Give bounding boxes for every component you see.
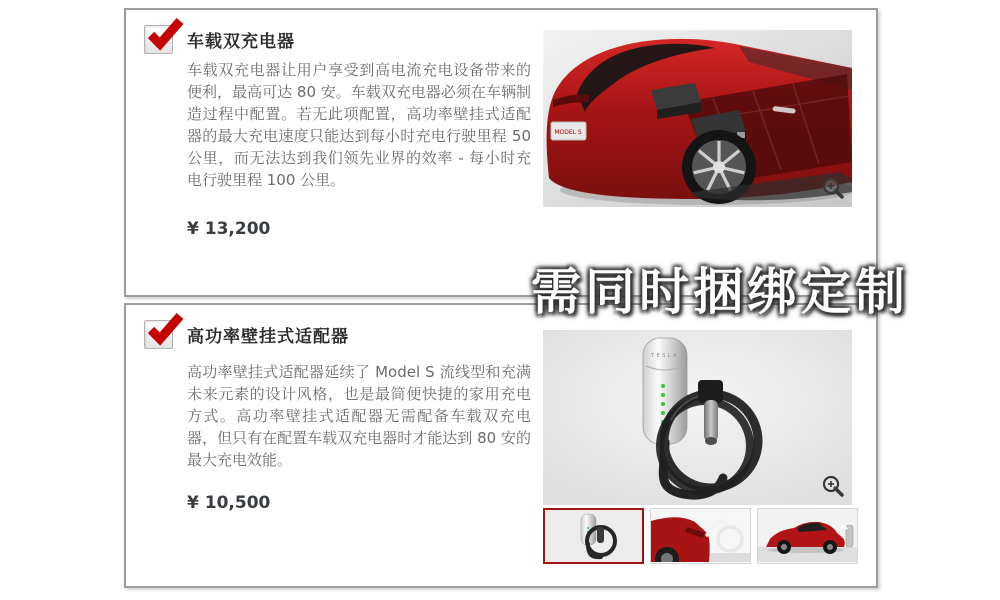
option-description: 车载双充电器让用户享受到高电流充电设备带来的便利，最高可达 80 安。车载双充电器必须在车辆制造过程中配置。若无此项配置，高功率壁挂式适配器的最大充电速度只能达到每小时充电行驶里程 50 公里，而无法达到我们领先业界的效率 - 每小时充电行驶里程 100 公里。 bbox=[187, 61, 531, 189]
option-title: 高功率壁挂式适配器 bbox=[187, 327, 349, 347]
device-brand-label: TESLA bbox=[650, 353, 680, 359]
wall-connector-image bbox=[543, 330, 852, 505]
thumbnail-model-s-charging-rear[interactable] bbox=[650, 508, 751, 564]
wall-connector-checkbox[interactable] bbox=[144, 320, 173, 349]
product-image-wall-connector bbox=[543, 330, 852, 505]
license-plate-text: MODEL S bbox=[554, 129, 582, 136]
thumbnail-model-s-side-with-charger[interactable] bbox=[757, 508, 858, 564]
thumbnail-strip bbox=[543, 508, 864, 564]
option-price: ¥ 13,200 bbox=[187, 219, 271, 239]
option-price: ¥ 10,500 bbox=[187, 493, 271, 513]
thumbnail-wall-connector[interactable] bbox=[543, 508, 644, 564]
option-title: 车载双充电器 bbox=[187, 32, 295, 52]
model-s-cutaway-image bbox=[543, 30, 852, 207]
zoom-in-icon[interactable] bbox=[821, 474, 845, 498]
option-card-wall-connector bbox=[124, 303, 878, 588]
zoom-in-icon[interactable] bbox=[821, 176, 845, 200]
red-checkmark-icon bbox=[147, 313, 184, 344]
product-image-model-s-cutaway bbox=[543, 30, 852, 207]
dual-charger-checkbox[interactable] bbox=[144, 25, 173, 54]
watermark-overlay: 需同时捆绑定制 bbox=[531, 263, 909, 321]
option-description: 高功率壁挂式适配器延续了 Model S 流线型和充满未来元素的设计风格，也是最简便快捷的家用充电方式。高功率壁挂式适配器无需配备车载双充电器，但只有在配置车载双充电器时才能达到 80 安的最大充电效能。 bbox=[187, 363, 531, 469]
red-checkmark-icon bbox=[147, 18, 184, 49]
